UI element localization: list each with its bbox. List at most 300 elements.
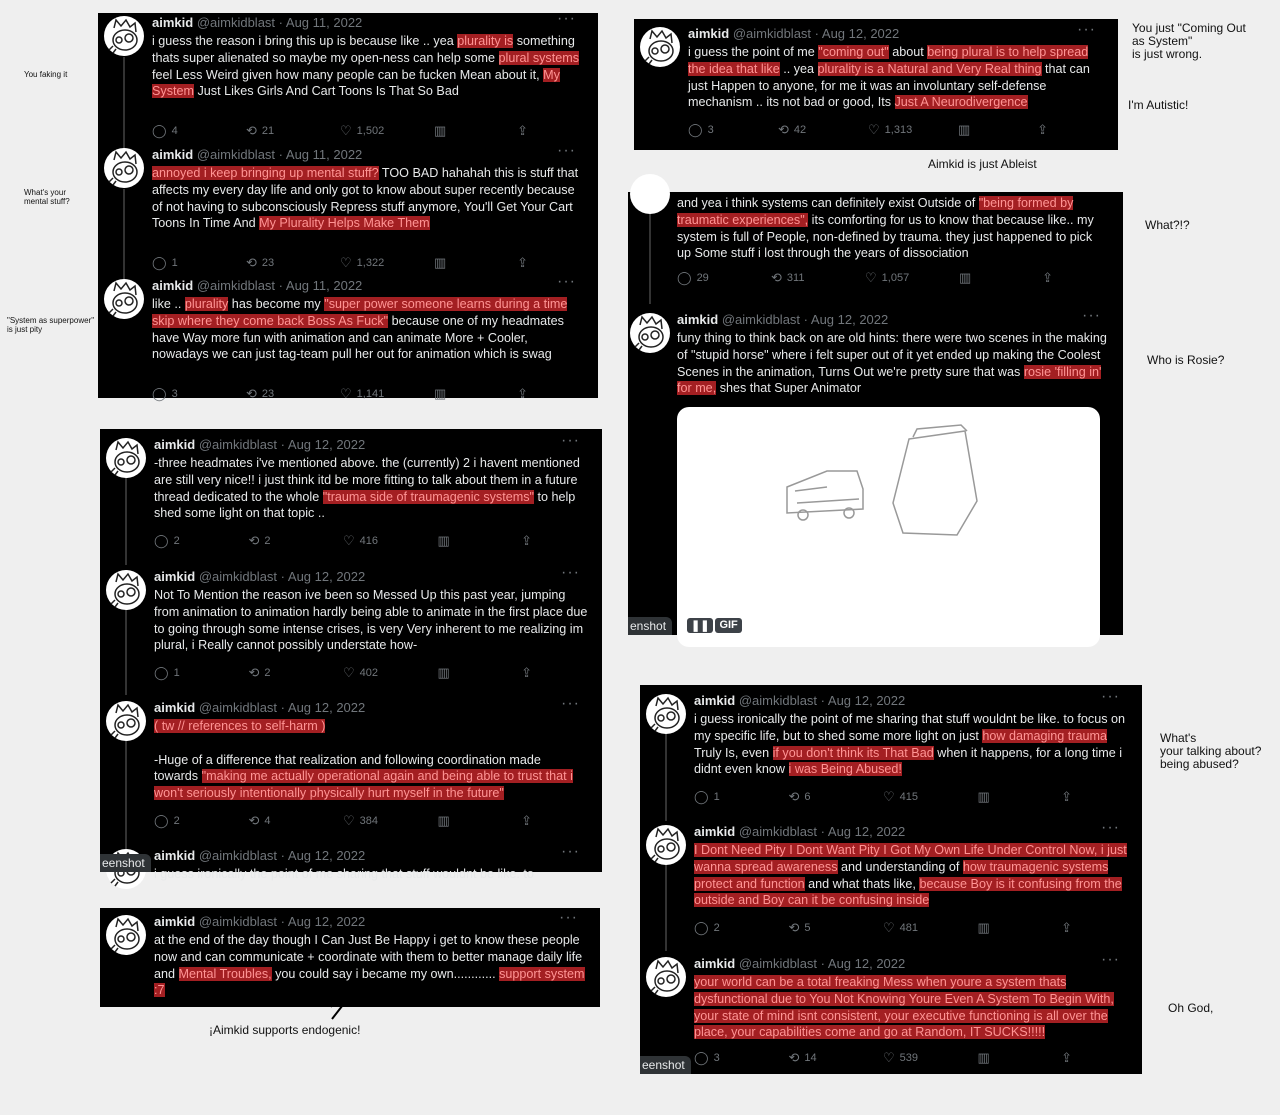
highlighted-text: i was Being Abused! bbox=[788, 762, 902, 777]
retweet-icon: ⟲ bbox=[246, 386, 257, 401]
tweet bbox=[98, 10, 598, 139]
tweet-text-segment: to help shed some light on that topic .. bbox=[154, 489, 576, 521]
like-button[interactable] bbox=[343, 533, 438, 549]
tweet-actions bbox=[152, 122, 528, 140]
retweet-icon: ⟲ bbox=[788, 920, 800, 935]
avatar bbox=[630, 174, 670, 214]
views-button[interactable] bbox=[434, 123, 490, 139]
author-handle[interactable]: @aimkidblast bbox=[196, 15, 276, 30]
author-name[interactable]: aimkid bbox=[677, 312, 719, 327]
heart-icon: ♡ bbox=[883, 1050, 895, 1065]
tweet-text bbox=[154, 932, 586, 999]
tweet-text-segment: feel Less Weird given how many people can be fucken Mean about it, bbox=[152, 67, 544, 82]
like-button[interactable] bbox=[883, 920, 978, 936]
annotation-note: Aimkid is just Ableist bbox=[928, 157, 1037, 171]
more-options-icon[interactable]: ··· bbox=[561, 432, 580, 449]
like-count: 415 bbox=[899, 791, 919, 803]
tweet-date[interactable]: · Aug 12, 2022 bbox=[820, 824, 906, 839]
author-name[interactable]: aimkid bbox=[152, 278, 194, 293]
more-options-icon[interactable]: ··· bbox=[561, 564, 580, 581]
reply-icon: ◯ bbox=[152, 123, 167, 138]
sketch-drawing bbox=[677, 407, 1100, 647]
reply-button[interactable] bbox=[154, 533, 249, 549]
views-icon: ▥ bbox=[977, 920, 990, 935]
tweet-date[interactable]: · Aug 12, 2022 bbox=[820, 956, 906, 971]
retweet-icon: ⟲ bbox=[248, 813, 260, 828]
avatar[interactable] bbox=[106, 570, 146, 610]
highlighted-text: how traumagenic systems protect and function bbox=[694, 859, 1109, 891]
reply-icon: ◯ bbox=[152, 255, 167, 270]
tweet-header bbox=[152, 278, 362, 293]
avatar[interactable] bbox=[646, 957, 686, 997]
share-button[interactable] bbox=[1037, 122, 1048, 138]
reply-button[interactable] bbox=[154, 813, 249, 829]
screenshot-label: enshot bbox=[628, 617, 672, 635]
share-icon: ⇪ bbox=[517, 123, 528, 138]
tweet-text-segment: i guess ironically the point of me sharing that stuff wouldnt be like. to focus on my specific life, but to shed some more light on just bbox=[694, 712, 1125, 743]
tweet-text-segment: shes that Super Animator bbox=[716, 381, 862, 396]
views-icon: ▥ bbox=[437, 533, 450, 548]
tweet-header bbox=[677, 312, 888, 327]
reply-count: 1 bbox=[173, 667, 180, 679]
share-button[interactable] bbox=[517, 386, 528, 402]
share-icon: ⇪ bbox=[1061, 920, 1072, 935]
highlighted-text: "coming out" bbox=[818, 45, 889, 59]
author-name[interactable]: aimkid bbox=[152, 15, 194, 30]
retweet-count: 4 bbox=[264, 815, 271, 827]
retweet-icon: ⟲ bbox=[246, 123, 257, 138]
author-name[interactable]: aimkid bbox=[154, 848, 196, 863]
tweet-header bbox=[154, 848, 365, 863]
highlighted-text: plurality is a Natural and Very Real thing bbox=[817, 61, 1042, 76]
views-button[interactable] bbox=[978, 789, 1035, 805]
retweet-button[interactable] bbox=[249, 813, 344, 829]
heart-icon: ♡ bbox=[340, 255, 352, 270]
like-count: 481 bbox=[899, 922, 919, 934]
reply-icon: ◯ bbox=[694, 1050, 709, 1065]
retweet-button[interactable] bbox=[778, 122, 868, 138]
screenshot-label: eenshot bbox=[100, 854, 151, 872]
avatar[interactable] bbox=[104, 279, 144, 319]
highlighted-text: because Boy is it confusing from the outside and Boy can it be confusing inside bbox=[694, 876, 1122, 908]
tweet-text-segment: -three headmates i've mentioned above. the (currently) 2 i havent mentioned are still very nice!! i just think itd be more fitting to talk about them in a future thread dedicated to the whole bbox=[154, 456, 580, 504]
tweet-date[interactable]: · Aug 12, 2022 bbox=[820, 693, 906, 708]
tweet-actions bbox=[677, 269, 1053, 287]
retweet-icon: ⟲ bbox=[788, 789, 800, 804]
tweet-header bbox=[152, 147, 362, 162]
author-name[interactable]: aimkid bbox=[154, 437, 196, 452]
author-handle[interactable]: @aimkidblast bbox=[198, 437, 278, 452]
views-icon: ▥ bbox=[434, 255, 447, 270]
reply-icon: ◯ bbox=[677, 270, 692, 285]
more-options-icon[interactable]: ··· bbox=[561, 695, 580, 712]
author-handle[interactable]: @aimkidblast bbox=[738, 824, 818, 839]
heart-icon: ♡ bbox=[343, 813, 355, 828]
avatar[interactable] bbox=[646, 825, 686, 865]
annotation-note: What?!? bbox=[1145, 218, 1190, 232]
tweet-screenshot-panel bbox=[628, 192, 1123, 635]
tweet-text bbox=[152, 33, 584, 100]
more-options-icon[interactable]: ··· bbox=[1101, 951, 1120, 968]
highlighted-text: My Plurality Helps Make Them bbox=[259, 216, 430, 231]
share-icon: ⇪ bbox=[1042, 270, 1053, 285]
highlighted-text: "super power someone learns during a time skip where they come back Boss As Fuck" bbox=[152, 297, 568, 328]
annotation-note: I'm Autistic! bbox=[1128, 98, 1189, 112]
retweet-count: 6 bbox=[804, 791, 811, 803]
reply-count: 2 bbox=[173, 535, 180, 547]
annotation-note: "System as superpower" is just pity bbox=[7, 316, 95, 334]
more-options-icon[interactable]: ··· bbox=[1077, 21, 1096, 38]
heart-icon: ♡ bbox=[868, 122, 880, 137]
heart-icon: ♡ bbox=[865, 270, 877, 285]
highlighted-text: "trauma side of traumagenic systems" bbox=[322, 489, 534, 504]
tweet bbox=[98, 142, 598, 271]
like-button[interactable] bbox=[883, 789, 978, 805]
annotation-note: What's your talking about? being abused? bbox=[1160, 731, 1262, 771]
tweet-text-segment: about bbox=[888, 45, 928, 59]
heart-icon: ♡ bbox=[340, 123, 352, 138]
retweet-button[interactable] bbox=[789, 920, 884, 936]
heart-icon: ♡ bbox=[340, 386, 352, 401]
reply-button[interactable] bbox=[152, 123, 246, 139]
tweet-text-segment: and yea i think systems can definitely exist Outside of bbox=[677, 196, 979, 210]
annotation-note: ¡Aimkid supports endogenic! bbox=[209, 1023, 361, 1037]
author-name[interactable]: aimkid bbox=[154, 569, 196, 584]
tweet-text-segment: i guess the point of me bbox=[688, 45, 819, 59]
highlighted-text: "making me actually operational again and being able to trust that i won't seriously intentionally physically hurt myself in the future" bbox=[154, 769, 573, 801]
tweet-actions bbox=[154, 532, 532, 550]
tweet-text-segment: i guess the reason i bring this up is because like .. yea bbox=[152, 34, 458, 48]
reply-count: 3 bbox=[171, 388, 178, 400]
share-button[interactable] bbox=[521, 533, 532, 549]
highlighted-text: ( tw // references to self-harm ) bbox=[154, 719, 326, 733]
tweet-text-segment: that can just Happen to anyone, for me it was an involuntary self-defense mechanism .. its not bad or good, Its bbox=[688, 61, 1090, 110]
tweet-text-segment: has become my bbox=[228, 297, 325, 311]
reply-icon: ◯ bbox=[154, 665, 169, 680]
retweet-button[interactable] bbox=[789, 789, 884, 805]
more-options-icon[interactable]: ··· bbox=[1101, 819, 1120, 836]
like-button[interactable] bbox=[340, 255, 434, 271]
tweet-date[interactable]: · Aug 12, 2022 bbox=[280, 700, 366, 715]
views-icon: ▥ bbox=[977, 1050, 990, 1065]
views-icon: ▥ bbox=[434, 123, 447, 138]
tweet-text bbox=[688, 44, 1104, 111]
author-handle[interactable]: @aimkidblast bbox=[198, 700, 278, 715]
tweet-text-segment: something thats super alienated so maybe my open-ness can help some bbox=[152, 34, 575, 65]
reply-button[interactable] bbox=[152, 386, 246, 402]
tweet-screenshot-panel bbox=[100, 908, 600, 1007]
like-count: 1,313 bbox=[884, 124, 913, 136]
retweet-button[interactable] bbox=[249, 665, 344, 681]
tweet-text bbox=[154, 718, 588, 802]
share-icon: ⇪ bbox=[1061, 789, 1072, 804]
tweet-date[interactable]: · Aug 11, 2022 bbox=[278, 147, 363, 162]
heart-icon: ♡ bbox=[343, 665, 355, 680]
gif-badge: GIF bbox=[715, 618, 741, 633]
share-icon: ⇪ bbox=[521, 813, 532, 828]
reply-icon: ◯ bbox=[688, 122, 703, 137]
tweet-header bbox=[694, 824, 905, 839]
like-button[interactable] bbox=[340, 123, 434, 139]
tweet-text-segment: and understanding of bbox=[837, 859, 963, 874]
tweet-screenshot-panel bbox=[98, 10, 598, 401]
more-options-icon[interactable]: ··· bbox=[1082, 307, 1101, 324]
reply-count: 29 bbox=[696, 272, 709, 284]
like-button[interactable] bbox=[340, 386, 434, 402]
retweet-icon: ⟲ bbox=[246, 255, 257, 270]
avatar[interactable] bbox=[106, 438, 146, 478]
retweet-count: 23 bbox=[261, 257, 275, 269]
tweet-date[interactable]: · Aug 12, 2022 bbox=[280, 914, 366, 929]
like-count: 416 bbox=[359, 535, 379, 547]
tweet-date[interactable]: · Aug 12, 2022 bbox=[280, 437, 366, 452]
like-count: 539 bbox=[899, 1052, 919, 1064]
annotation-note: You just "Coming Out as System" is just wrong. bbox=[1132, 21, 1246, 61]
views-icon: ▥ bbox=[434, 386, 447, 401]
more-options-icon[interactable]: ··· bbox=[561, 843, 580, 860]
tweet-screenshot-panel bbox=[100, 429, 602, 881]
reply-button[interactable] bbox=[677, 270, 771, 286]
reply-button[interactable] bbox=[694, 789, 789, 805]
tweet-actions bbox=[152, 385, 528, 403]
tweet-date[interactable]: · Aug 12, 2022 bbox=[803, 312, 889, 327]
tweet-text-segment: when it happens, for a long time i didnt even know bbox=[694, 745, 1123, 777]
highlighted-text: Mental Troubles, bbox=[178, 966, 272, 981]
highlighted-text: annoyed i keep bringing up mental stuff? bbox=[152, 166, 379, 180]
like-count: 384 bbox=[359, 815, 379, 827]
avatar[interactable] bbox=[640, 27, 680, 67]
like-button[interactable] bbox=[343, 813, 438, 829]
tweet-header bbox=[694, 956, 905, 971]
tweet-actions bbox=[688, 121, 1048, 139]
author-handle[interactable]: @aimkidblast bbox=[738, 956, 818, 971]
tweet-actions bbox=[154, 812, 532, 830]
retweet-button[interactable] bbox=[249, 533, 344, 549]
views-button[interactable] bbox=[958, 122, 1012, 138]
tweet-header bbox=[154, 700, 365, 715]
tweet-text bbox=[152, 165, 584, 232]
avatar[interactable] bbox=[106, 915, 146, 955]
highlighted-text: how damaging trauma bbox=[982, 728, 1107, 743]
tweet-header bbox=[688, 26, 899, 41]
author-handle[interactable]: @aimkidblast bbox=[198, 848, 278, 863]
author-name[interactable]: aimkid bbox=[688, 26, 730, 41]
tweet-date[interactable]: · Aug 12, 2022 bbox=[280, 569, 366, 584]
highlighted-text: plurality bbox=[184, 297, 229, 311]
retweet-button[interactable] bbox=[771, 270, 865, 286]
retweet-count: 42 bbox=[793, 124, 807, 136]
tweet-text-segment: funy thing to think back on are old hints: there were two scenes in the making of "stupid horse" where i felt super out of it yet ended up making the Coolest Scenes in the animation, Turns Out we're pretty sure that was bbox=[677, 331, 1107, 379]
reply-count: 3 bbox=[713, 1052, 720, 1064]
reply-count: 3 bbox=[707, 124, 714, 136]
share-button[interactable] bbox=[521, 665, 532, 681]
pause-button[interactable]: ❚❚ bbox=[687, 618, 713, 633]
tweet-header bbox=[154, 569, 365, 584]
highlighted-text: Just A Neurodivergence bbox=[894, 95, 1028, 110]
tweet-text-segment: .. yea bbox=[779, 61, 818, 76]
avatar[interactable] bbox=[646, 694, 686, 734]
reply-count: 1 bbox=[713, 791, 720, 803]
screenshot-label: eenshot bbox=[640, 1056, 691, 1074]
tweet-header bbox=[154, 914, 365, 929]
tweet-text bbox=[694, 711, 1128, 778]
reply-button[interactable] bbox=[688, 122, 778, 138]
retweet-button[interactable] bbox=[246, 255, 340, 271]
highlighted-text: My System bbox=[152, 67, 560, 99]
retweet-button[interactable] bbox=[246, 123, 340, 139]
tweet-text bbox=[154, 866, 588, 883]
avatar[interactable] bbox=[104, 148, 144, 188]
more-options-icon[interactable]: ··· bbox=[559, 909, 578, 926]
tweet-text-segment: like .. bbox=[152, 297, 185, 311]
avatar[interactable] bbox=[104, 16, 144, 56]
tweet-text-segment: -Huge of a difference that realization and following coordination made towards bbox=[154, 752, 541, 784]
share-button[interactable] bbox=[1042, 270, 1053, 286]
author-handle[interactable]: @aimkidblast bbox=[721, 312, 801, 327]
author-handle[interactable]: @aimkidblast bbox=[198, 914, 278, 929]
retweet-icon: ⟲ bbox=[788, 1050, 800, 1065]
avatar[interactable] bbox=[106, 701, 146, 741]
tweet-actions bbox=[694, 919, 1072, 937]
retweet-icon: ⟲ bbox=[248, 665, 260, 680]
views-button[interactable] bbox=[438, 665, 495, 681]
retweet-count: 21 bbox=[261, 125, 275, 137]
tweet-text-segment: i guess ironically the point of me sharing that stuff wouldnt be like. to bbox=[154, 867, 534, 881]
like-button[interactable] bbox=[868, 122, 958, 138]
author-name[interactable]: aimkid bbox=[154, 914, 196, 929]
highlighted-text: rosie 'filling in' for me, bbox=[677, 364, 1102, 396]
share-button[interactable] bbox=[517, 255, 528, 271]
author-handle[interactable]: @aimkidblast bbox=[738, 693, 818, 708]
views-button[interactable] bbox=[438, 813, 495, 829]
heart-icon: ♡ bbox=[883, 789, 895, 804]
tweet-text bbox=[694, 842, 1128, 909]
retweet-button[interactable] bbox=[789, 1050, 884, 1066]
tweet-date[interactable]: · Aug 12, 2022 bbox=[280, 848, 366, 863]
reply-button[interactable] bbox=[694, 920, 789, 936]
like-button[interactable] bbox=[883, 1050, 978, 1066]
share-button[interactable] bbox=[521, 813, 532, 829]
tweet-text-segment: Not To Mention the reason ive been so Messed Up this past year, jumping from animation to animation hardly being able to animate in the first place due to going through some intense crises, is very Very inherent to me realizing im plural, i Really cannot possibly understate how- bbox=[154, 588, 588, 653]
more-options-icon[interactable]: ··· bbox=[1101, 688, 1120, 705]
like-count: 1,141 bbox=[356, 388, 385, 400]
highlighted-text: plurality is bbox=[457, 34, 514, 48]
tweet bbox=[98, 273, 598, 402]
more-options-icon[interactable]: ··· bbox=[557, 10, 576, 27]
reply-icon: ◯ bbox=[154, 533, 169, 548]
tweet-text-segment: Just Likes Girls And Cart Toons Is That So Bad bbox=[194, 84, 459, 99]
highlighted-text: support system :7 bbox=[154, 966, 585, 998]
annotation-note: Who is Rosie? bbox=[1147, 353, 1225, 367]
tweet-text-segment: its comforting for us to know that because like.. my system is full of People, non-defined by trauma. they just happened to pick up Some stuff i lost through the years of dissociation bbox=[677, 212, 1094, 261]
highlighted-text: your world can be a total freaking Mess when youre a system thats dysfunctional due to You Not Knowing Youre Even A System To Begin With, your state of mind isnt consistent, your executive functioning is all over the place, your capabilities come and go at Random, IT SUCKS!!!!! bbox=[694, 975, 1114, 1040]
like-count: 1,502 bbox=[356, 125, 385, 137]
tweet-date[interactable]: · Aug 12, 2022 bbox=[814, 26, 900, 41]
tweet-date[interactable]: · Aug 11, 2022 bbox=[278, 278, 363, 293]
highlighted-text: being plural is to help spread the idea that like bbox=[688, 45, 1089, 76]
tweet-date[interactable]: · Aug 11, 2022 bbox=[278, 15, 363, 30]
retweet-icon: ⟲ bbox=[771, 270, 782, 285]
views-button[interactable] bbox=[434, 255, 490, 271]
more-options-icon[interactable]: ··· bbox=[557, 273, 576, 290]
annotation-note: You faking it bbox=[24, 70, 68, 79]
reply-count: 2 bbox=[713, 922, 720, 934]
views-icon: ▥ bbox=[959, 270, 972, 285]
retweet-button[interactable] bbox=[246, 386, 340, 402]
reply-button[interactable] bbox=[154, 665, 249, 681]
like-button[interactable] bbox=[865, 270, 959, 286]
tweet-actions bbox=[152, 254, 528, 272]
views-button[interactable] bbox=[434, 386, 490, 402]
reply-count: 2 bbox=[173, 815, 180, 827]
share-button[interactable] bbox=[1061, 789, 1072, 805]
share-button[interactable] bbox=[517, 123, 528, 139]
like-button[interactable] bbox=[343, 665, 438, 681]
more-options-icon[interactable]: ··· bbox=[557, 142, 576, 159]
reply-icon: ◯ bbox=[154, 813, 169, 828]
reply-icon: ◯ bbox=[152, 386, 167, 401]
views-button[interactable] bbox=[978, 920, 1035, 936]
retweet-count: 5 bbox=[804, 922, 811, 934]
tweet-text bbox=[154, 455, 588, 522]
tweet-text-segment: Truly Is, even bbox=[694, 745, 773, 760]
share-icon: ⇪ bbox=[521, 533, 532, 548]
retweet-count: 23 bbox=[261, 388, 275, 400]
share-icon: ⇪ bbox=[1061, 1050, 1072, 1065]
author-name[interactable]: aimkid bbox=[694, 956, 736, 971]
gif-media[interactable] bbox=[677, 407, 1100, 647]
reply-icon: ◯ bbox=[694, 789, 709, 804]
tweet-header bbox=[694, 693, 905, 708]
views-icon: ▥ bbox=[437, 813, 450, 828]
author-name[interactable]: aimkid bbox=[694, 824, 736, 839]
reply-button[interactable] bbox=[152, 255, 246, 271]
share-button[interactable] bbox=[1061, 1050, 1072, 1066]
author-handle[interactable]: @aimkidblast bbox=[198, 569, 278, 584]
author-handle[interactable]: @aimkidblast bbox=[196, 147, 276, 162]
highlighted-text: plural systems bbox=[498, 50, 580, 65]
retweet-icon: ⟲ bbox=[778, 122, 789, 137]
author-handle[interactable]: @aimkidblast bbox=[196, 278, 276, 293]
tweet-text-segment: and what thats like, bbox=[804, 876, 920, 891]
author-name[interactable]: aimkid bbox=[154, 700, 196, 715]
tweet-text bbox=[154, 587, 588, 654]
views-icon: ▥ bbox=[437, 665, 450, 680]
avatar[interactable] bbox=[630, 313, 670, 353]
reply-icon: ◯ bbox=[694, 920, 709, 935]
share-button[interactable] bbox=[1061, 920, 1072, 936]
heart-icon: ♡ bbox=[883, 920, 895, 935]
tweet-text-segment: because one of my headmates have Way more fun with animation and can animate More + Cooler, nowadays we can just tag-team pull her out for animation which is swag bbox=[152, 313, 564, 362]
tweet-screenshot-panel bbox=[634, 19, 1118, 150]
views-button[interactable] bbox=[959, 270, 1015, 286]
views-icon: ▥ bbox=[958, 122, 971, 137]
author-name[interactable]: aimkid bbox=[152, 147, 194, 162]
views-button[interactable] bbox=[978, 1050, 1035, 1066]
tweet-actions bbox=[694, 1049, 1072, 1067]
tweet-actions bbox=[154, 664, 532, 682]
share-icon: ⇪ bbox=[1037, 122, 1048, 137]
author-name[interactable]: aimkid bbox=[694, 693, 736, 708]
reply-count: 1 bbox=[171, 257, 178, 269]
views-button[interactable] bbox=[438, 533, 495, 549]
retweet-count: 14 bbox=[804, 1052, 817, 1064]
reply-button[interactable] bbox=[694, 1050, 789, 1066]
heart-icon: ♡ bbox=[343, 533, 355, 548]
annotation-note: Oh God, bbox=[1168, 1001, 1214, 1015]
tweet-text bbox=[152, 296, 584, 363]
author-handle[interactable]: @aimkidblast bbox=[732, 26, 812, 41]
